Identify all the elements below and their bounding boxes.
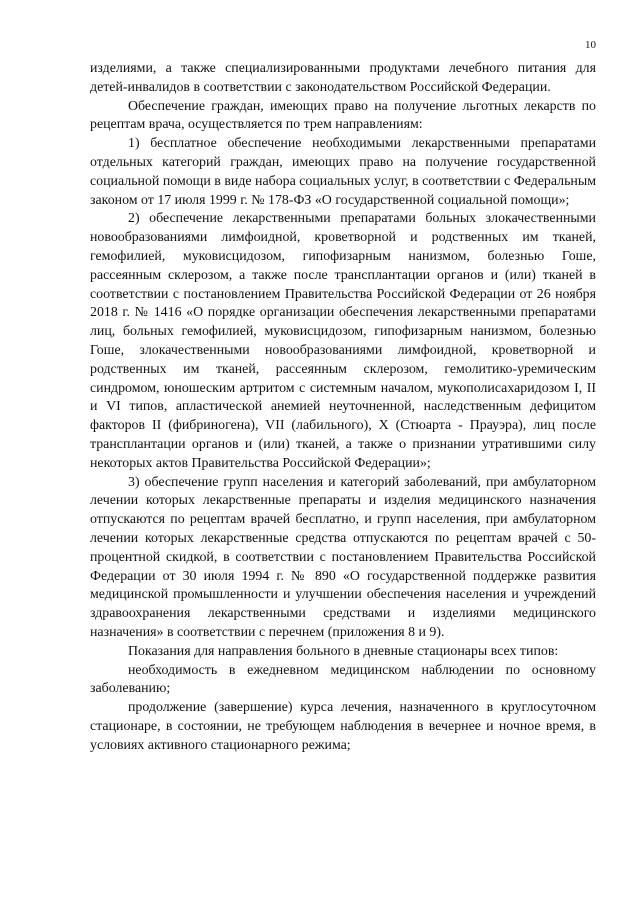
- paragraph: Обеспечение граждан, имеющих право на получение льготных лекарств по рецептам врача, осуществляется по трем направлениям:: [90, 98, 596, 133]
- paragraph: изделиями, а также специализированными продуктами лечебного питания для детей-инвалидов в соответствии с законодательством Российской Федерации.: [90, 61, 596, 95]
- list-item-1: 1) бесплатное обеспечение необходимыми лекарственными препаратами отдельных категорий граждан, имеющих право на получение государственной социальной помощи в виде набора социальных услуг, в соответствии с Федеральным законом от 17 июля 1999 г. № 178-ФЗ «О государственной социальной помощи»;: [90, 136, 596, 208]
- list-item-2: 2) обеспечение лекарственными препаратами больных злокачественными новообразованиями лимфоидной, кроветворной и родственных им тканей, гемофилией, муковисцидозом, гипофизарным нанизмом, болезнью Гоше, рассеянным склерозом, а также после трансплантации органов и (или) тканей в соответствии с постановлением Правительства Российской Федерации от 26 ноября 2018 г. № 1416 «О порядке организации обеспечения лекарственными препаратами лиц, больных гемофилией, муковисцидозом, гипофизарным нанизмом, болезнью Гоше, злокачественными новообразованиями лимфоидной, кроветворной и родственных им тканей, рассеянным склерозом, гемолитико-уремическим синдромом, юношеским артритом с системным началом, мукополисахаридозом I, II и VI типов, апластической анемией неуточненной, наследственным дефицитом факторов II (фибриногена), VII (лабильного), X (Стюарта - Прауэра), лиц после трансплантации органов и (или) тканей, а также о признании утратившими силу некоторых актов Правительства Российской Федерации»;: [90, 211, 596, 471]
- paragraph: продолжение (завершение) курса лечения, назначенного в круглосуточном стационаре, в состоянии, не требующем наблюдения в вечернее и ночное время, в условиях активного стационарного режима;: [90, 700, 596, 753]
- paragraph: необходимость в ежедневном медицинском наблюдении по основному заболеванию;: [90, 662, 596, 697]
- page-number: 10: [585, 39, 596, 51]
- paragraph: Показания для направления больного в дневные стационары всех типов:: [128, 643, 559, 659]
- body-text: [90, 60, 596, 755]
- list-item-3: 3) обеспечение групп населения и категорий заболеваний, при амбулаторном лечении которых лекарственные препараты и изделия медицинского назначения отпускаются по рецептам врачей бесплатно, и групп населения, при амбулаторном лечении которых лекарственные средства отпускаются по рецептам врачей с 50-процентной скидкой, в соответствии с постановлением Правительства Российской Федерации от 30 июля 1994 г. № 890 «О государственной поддержке развития медицинской промышленности и улучшении обеспечения населения и учреждений здравоохранения лекарственными средствами и изделиями медицинского назначения» в соответствии с перечнем (приложения 8 и 9).: [90, 474, 596, 640]
